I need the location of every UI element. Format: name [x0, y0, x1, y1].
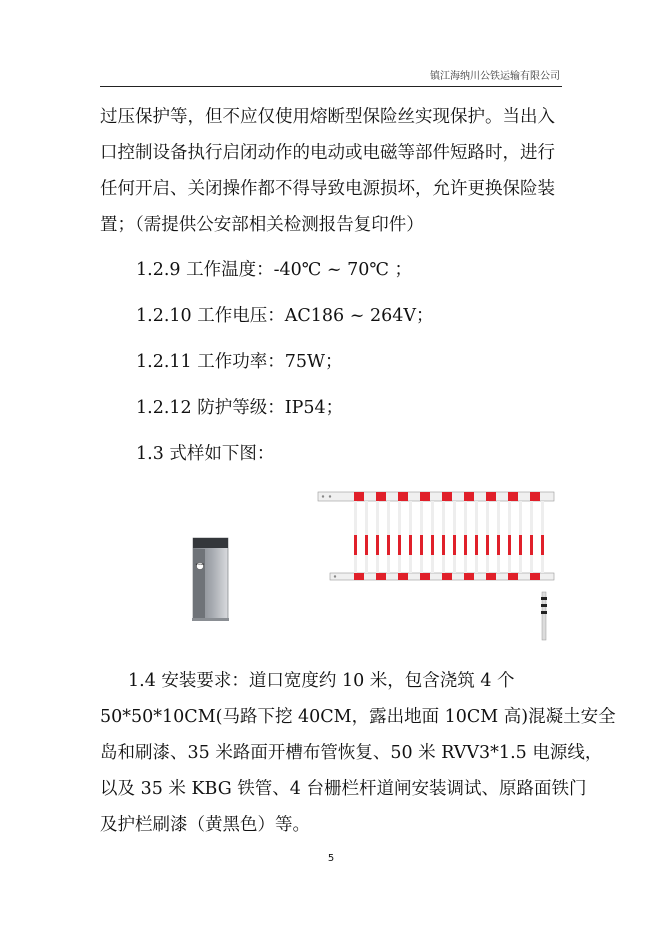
bottom-rail-red-block	[442, 573, 452, 580]
spec-voltage: 1.2.10 工作电压：AC186 ~ 264V；	[136, 306, 434, 326]
bottom-rail-red-block	[486, 573, 496, 580]
bottom-rail-red-block	[530, 573, 540, 580]
intro-line: 任何开启、关闭操作都不得导致电源损坏，允许更换保险装	[100, 179, 555, 199]
section-style-heading: 1.3 式样如下图：	[136, 444, 275, 464]
bottom-rail-red-block	[398, 573, 408, 580]
top-rail-red-block	[508, 492, 518, 501]
bottom-rail-red-block	[508, 573, 518, 580]
intro-line: 过压保护等，但不应仅使用熔断型保险丝实现保护。当出入	[100, 107, 555, 127]
intro-line: 口控制设备执行启闭动作的电动或电磁等部件短路时，进行	[100, 143, 555, 163]
bottom-rail-red-block	[420, 573, 430, 580]
fence-picket-stripe	[420, 535, 423, 555]
fence-picket-stripe	[442, 535, 445, 555]
barrier-cabinet	[192, 538, 229, 621]
page-header	[100, 66, 562, 87]
spec-protection: 1.2.12 防护等级：IP54；	[136, 398, 344, 418]
fence-picket-stripe	[354, 535, 357, 555]
fence-picket-stripe	[431, 535, 434, 555]
fence-picket-stripe	[464, 535, 467, 555]
barrier-illustration	[180, 480, 570, 650]
install-line: 1.4 安装要求：道口宽度约 10 米，包含浇筑 4 个	[128, 671, 515, 691]
fence-picket-stripe	[519, 535, 522, 555]
top-rail-red-block	[530, 492, 540, 501]
header-company-name: 镇江海纳川公铁运输有限公司	[430, 71, 560, 82]
fence-picket-stripe	[387, 535, 390, 555]
fence-picket-stripe	[376, 535, 379, 555]
spec-power: 1.2.11 工作功率：75W；	[136, 352, 343, 372]
fence-picket-stripe	[398, 535, 401, 555]
install-line: 50*50*10CM(马路下挖 40CM，露出地面 10CM 高)混凝土安全	[100, 707, 616, 727]
fence-picket-stripe	[486, 535, 489, 555]
fence-picket-stripe	[530, 535, 533, 555]
page-number: 5	[327, 853, 335, 864]
intro-paragraph	[100, 99, 564, 243]
fence-picket-stripe	[508, 535, 511, 555]
bottom-rail-red-block	[376, 573, 386, 580]
install-paragraph	[100, 663, 616, 843]
barrier-figure	[180, 480, 570, 650]
fence-picket-stripe	[409, 535, 412, 555]
intro-line: 置；（需提供公安部相关检测报告复印件）	[100, 215, 424, 235]
top-rail-red-block	[464, 492, 474, 501]
barrier-arm	[318, 492, 554, 640]
fence-picket-stripe	[475, 535, 478, 555]
top-rail-red-block	[486, 492, 496, 501]
top-rail-red-block	[420, 492, 430, 501]
install-line: 以及 35 米 KBG 铁管、4 台栅栏杆道闸安装调试、原路面铁门	[100, 779, 587, 799]
top-rail-red-block	[354, 492, 364, 501]
fence-picket-stripe	[453, 535, 456, 555]
top-rail-red-block	[442, 492, 452, 501]
fence-picket-stripe	[541, 535, 544, 555]
bottom-rail-red-block	[354, 573, 364, 580]
bottom-rail-red-block	[464, 573, 474, 580]
top-rail-red-block	[398, 492, 408, 501]
spec-temperature: 1.2.9 工作温度：-40℃ ~ 70℃ ；	[136, 260, 413, 280]
install-line: 及护栏刷漆（黄黑色）等。	[100, 815, 310, 835]
fence-picket-stripe	[497, 535, 500, 555]
top-rail-red-block	[376, 492, 386, 501]
fence-picket-stripe	[365, 535, 368, 555]
cabinet-label: BOBNAX	[195, 564, 205, 566]
install-line: 岛和刷漆、35 米路面开槽布管恢复、50 米 RVV3*1.5 电源线，	[100, 743, 603, 763]
